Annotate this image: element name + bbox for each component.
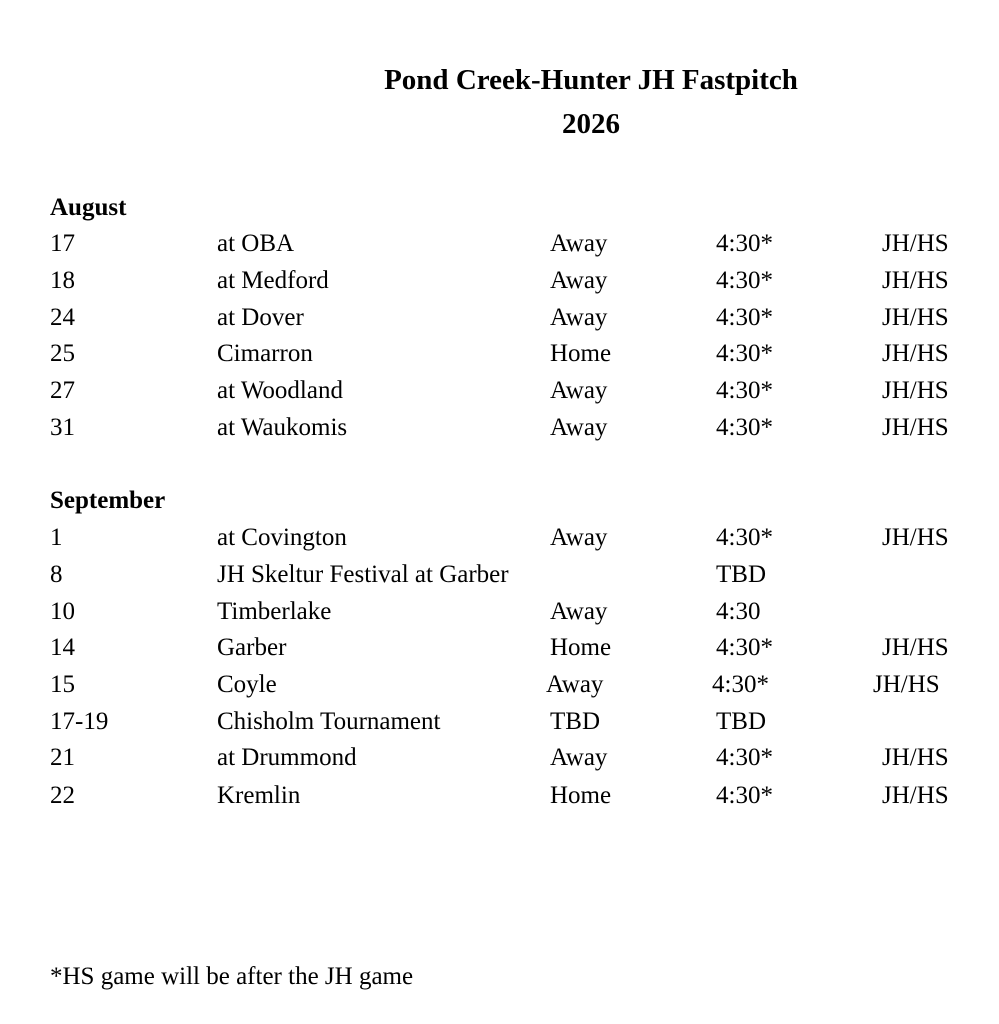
game-location: TBD	[550, 708, 600, 735]
section-heading-august: August	[50, 194, 127, 221]
game-location: Away	[550, 304, 608, 331]
game-time: 4:30*	[716, 304, 773, 331]
game-time: 4:30*	[716, 744, 773, 771]
game-level: JH/HS	[882, 744, 949, 771]
game-location: Away	[550, 414, 608, 441]
game-date: 22	[50, 782, 75, 809]
game-time: 4:30*	[716, 377, 773, 404]
game-level: JH/HS	[882, 782, 949, 809]
game-time: TBD	[716, 708, 766, 735]
game-date: 27	[50, 377, 75, 404]
game-date: 24	[50, 304, 75, 331]
game-level: JH/HS	[882, 230, 949, 257]
schedule-row	[0, 229, 999, 259]
game-date: 31	[50, 414, 75, 441]
schedule-row	[0, 266, 999, 296]
game-time: 4:30	[716, 598, 761, 625]
schedule-row	[0, 597, 999, 627]
game-level: JH/HS	[882, 377, 949, 404]
game-opponent: at Covington	[217, 524, 347, 551]
game-level: JH/HS	[882, 414, 949, 441]
schedule-row	[0, 670, 999, 700]
game-time: 4:30*	[716, 414, 773, 441]
game-time: 4:30*	[716, 230, 773, 257]
game-opponent: Coyle	[217, 671, 277, 698]
game-location: Home	[550, 782, 612, 809]
game-time: 4:30*	[716, 524, 773, 551]
game-location: Away	[550, 524, 608, 551]
game-opponent: at Woodland	[217, 377, 343, 404]
game-date: 18	[50, 267, 75, 294]
game-opponent: Chisholm Tournament	[217, 708, 441, 735]
game-level: JH/HS	[882, 634, 949, 661]
schedule-row	[0, 560, 999, 590]
game-opponent: Kremlin	[217, 782, 301, 809]
game-location: Away	[546, 671, 604, 698]
game-opponent: JH Skeltur Festival at Garber	[217, 561, 509, 588]
game-date: 17	[50, 230, 75, 257]
schedule-row	[0, 633, 999, 663]
game-time: 4:30*	[712, 671, 769, 698]
game-date: 15	[50, 671, 75, 698]
schedule-year: 2026	[562, 108, 620, 140]
game-opponent: Garber	[217, 634, 287, 661]
game-opponent: at Waukomis	[217, 414, 348, 441]
game-level: JH/HS	[873, 671, 940, 698]
schedule-row	[0, 303, 999, 333]
footnote: *HS game will be after the JH game	[50, 963, 414, 990]
game-time: 4:30*	[716, 634, 773, 661]
game-opponent: at Drummond	[217, 744, 357, 771]
game-level: JH/HS	[882, 524, 949, 551]
game-date: 10	[50, 598, 75, 625]
game-opponent: at OBA	[217, 230, 295, 257]
game-location: Away	[550, 744, 608, 771]
game-location: Away	[550, 377, 608, 404]
game-date: 25	[50, 340, 75, 367]
game-date: 1	[50, 524, 63, 551]
game-level: JH/HS	[882, 340, 949, 367]
game-location: Home	[550, 634, 612, 661]
schedule-row	[0, 781, 999, 811]
game-date: 21	[50, 744, 75, 771]
schedule-title: Pond Creek-Hunter JH Fastpitch	[384, 64, 798, 96]
game-opponent: at Dover	[217, 304, 304, 331]
schedule-row	[0, 376, 999, 406]
game-opponent: at Medford	[217, 267, 329, 294]
section-heading-september: September	[50, 487, 166, 514]
game-date: 14	[50, 634, 75, 661]
game-location: Away	[550, 267, 608, 294]
schedule-row	[0, 707, 999, 737]
game-opponent: Cimarron	[217, 340, 313, 367]
game-opponent: Timberlake	[217, 598, 332, 625]
game-location: Away	[550, 230, 608, 257]
game-location: Away	[550, 598, 608, 625]
game-date: 8	[50, 561, 63, 588]
schedule-row	[0, 339, 999, 369]
schedule-row	[0, 413, 999, 443]
schedule-row	[0, 523, 999, 553]
game-time: 4:30*	[716, 782, 773, 809]
game-date: 17-19	[50, 708, 109, 735]
game-time: TBD	[716, 561, 766, 588]
game-time: 4:30*	[716, 267, 773, 294]
game-level: JH/HS	[882, 304, 949, 331]
schedule-row	[0, 743, 999, 773]
game-level: JH/HS	[882, 267, 949, 294]
game-time: 4:30*	[716, 340, 773, 367]
game-location: Home	[550, 340, 612, 367]
